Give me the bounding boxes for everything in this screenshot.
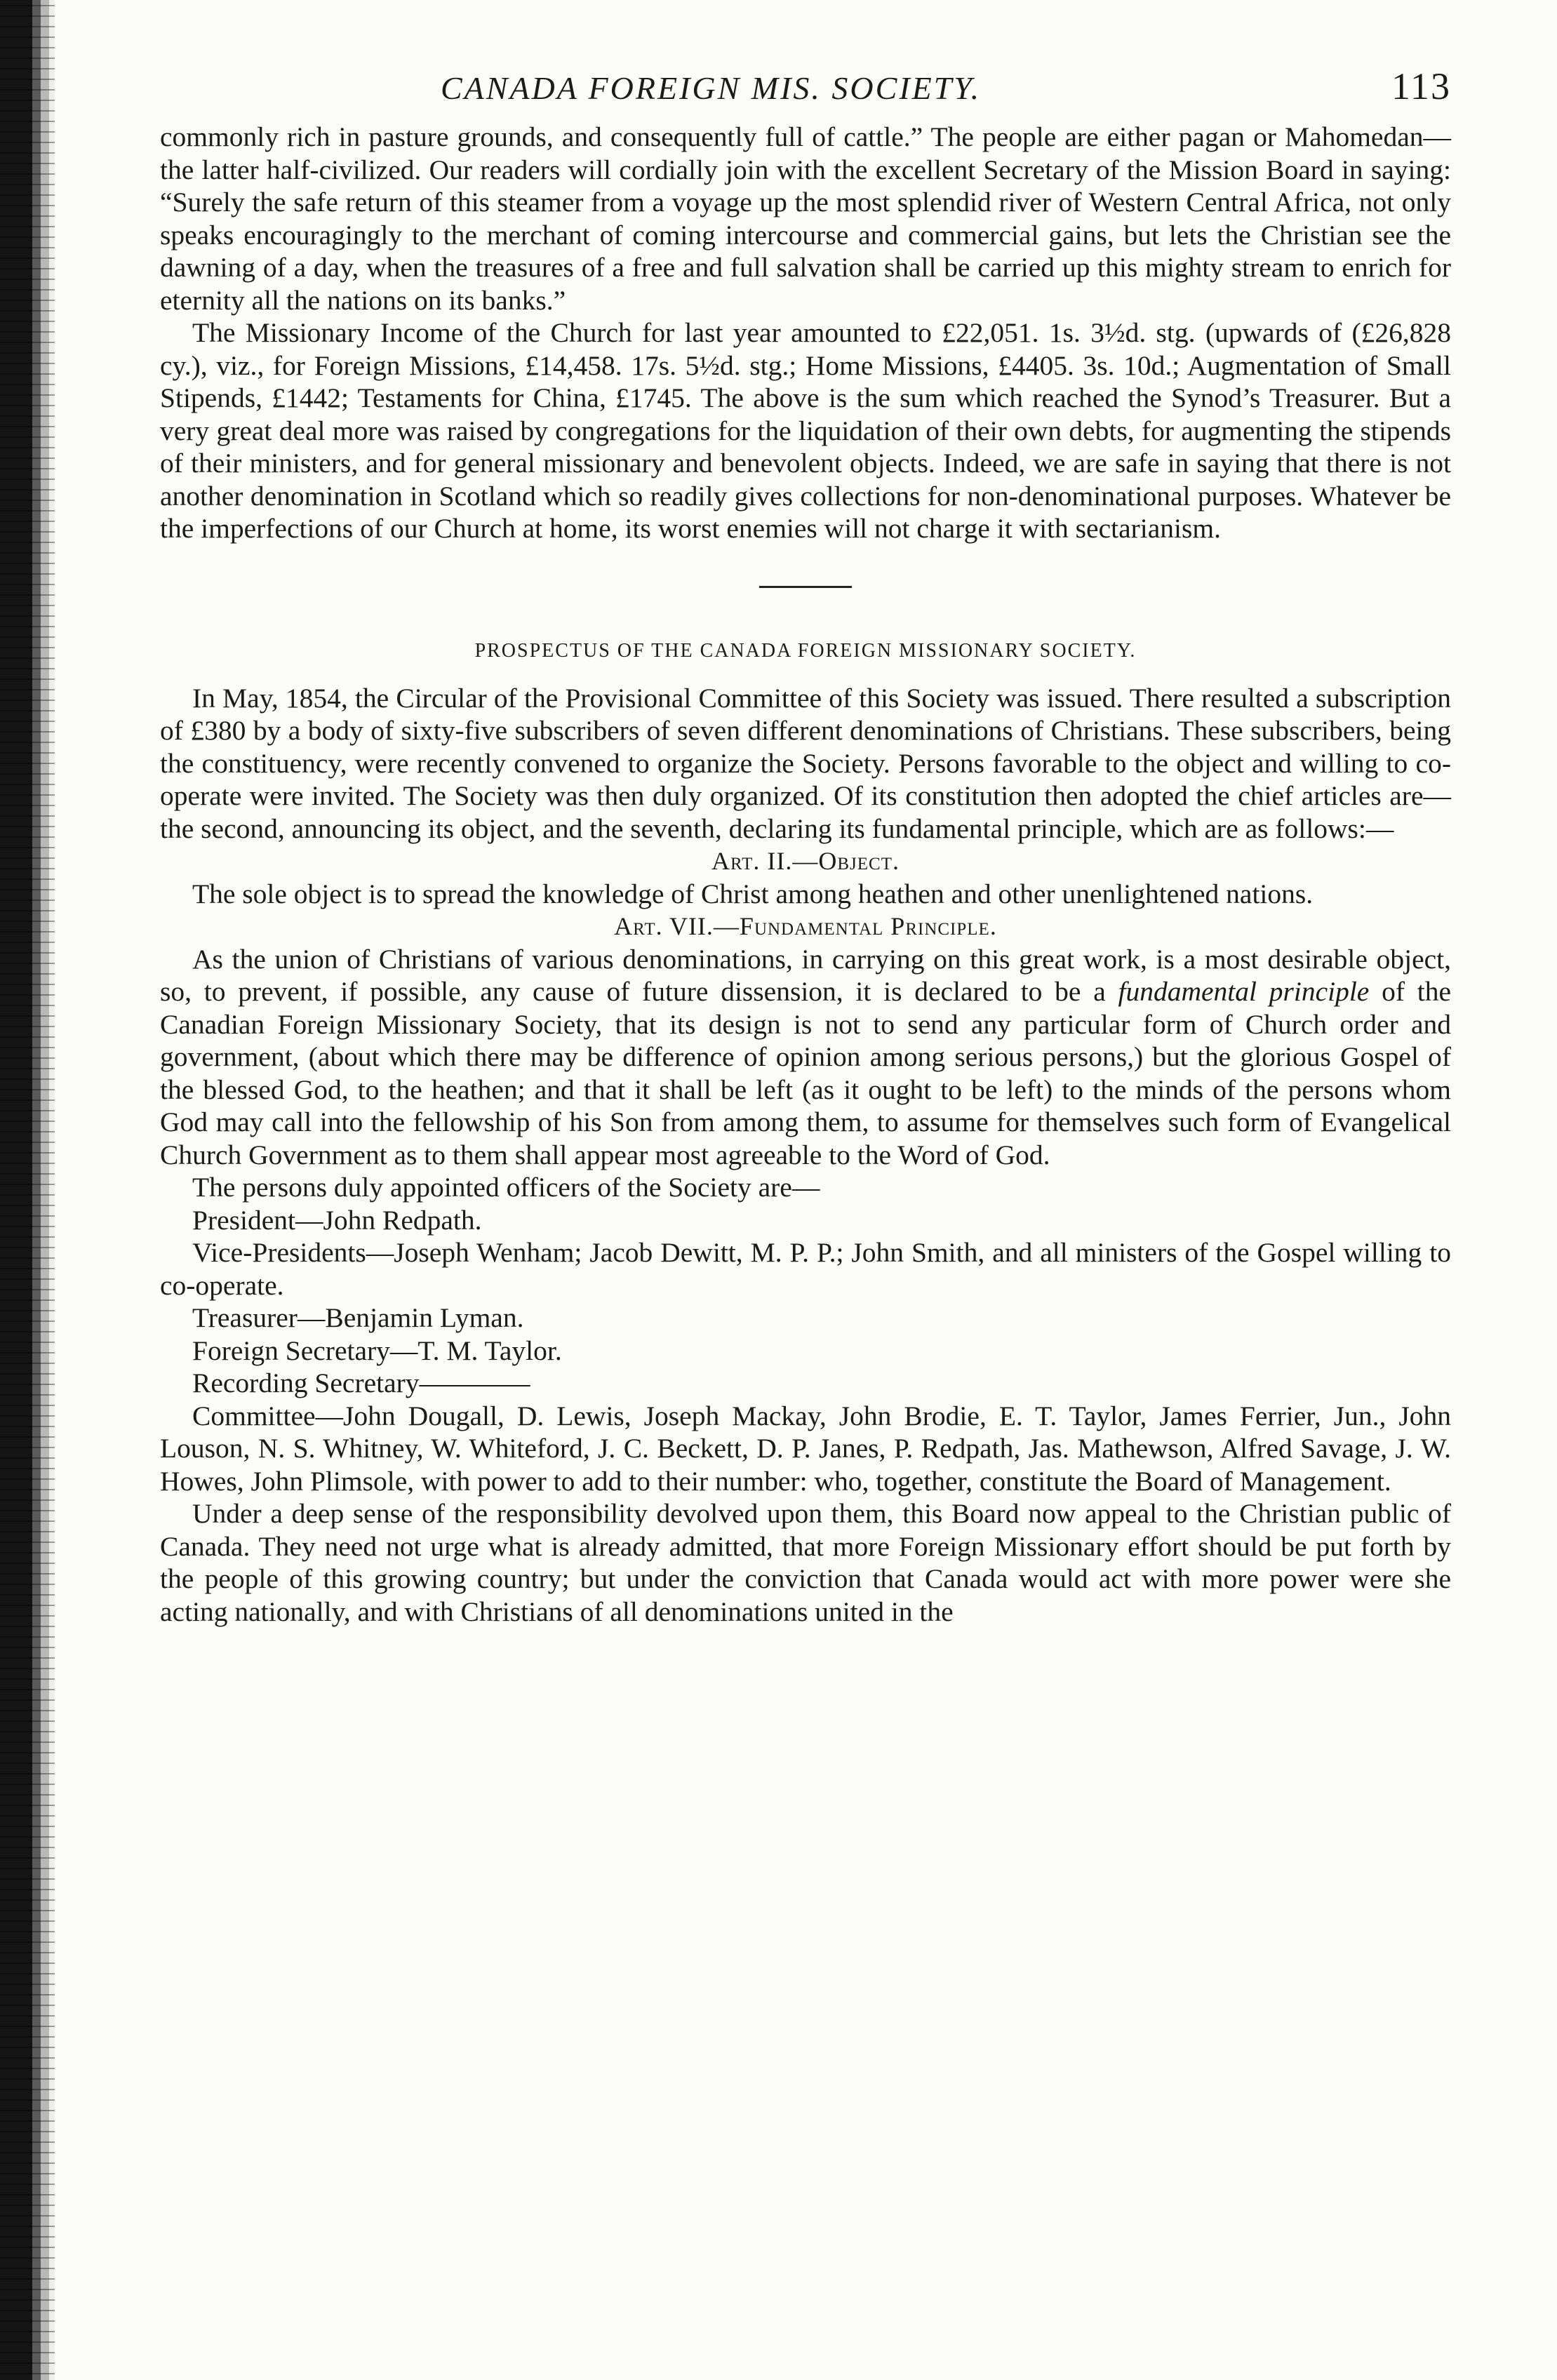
committee-list: Committee—John Dougall, D. Lewis, Joseph Mackay, John Brodie, E. T. Taylor, James Ferrier, Jun., John Louson, N. S. Whitney, W. Whiteford, J. C. Beckett, D. P. Janes, P. Redpath, Jas. Mathewson, Alfred Savage, J. W. Howes, John Plimsole, with power to add to their number: who, together, constitute the Board of Management. — [160, 1400, 1451, 1497]
document-page — [160, 65, 1451, 1628]
article-2-heading: Art. II.—Object. — [711, 847, 900, 875]
closing-paragraph: Under a deep sense of the responsibility devolved upon them, this Board now appeal to the Christian public of Canada. They need not urge what is already admitted, that more Foreign Missionary effort should be put forth by the people of this growing country; but under the conviction that Canada would act with more power were she acting nationally, and with Christians of all denominations united in the — [160, 1498, 1451, 1627]
intro-paragraph-1: commonly rich in pasture grounds, and consequently full of cattle.” The people are either pagan or Mahomedan—the latter half-civilized. Our readers will cordially join with the excellent Secretary of the Mission Board in saying: “Surely the safe return of this steamer from a voyage up the most splendid river of Western Central Africa, not only speaks encouragingly to the merchant of coming intercourse and commercial gains, but lets the Christian see the dawning of a day, when the treasures of a free and full salvation shall be carried up this mighty stream to enrich for eternity all the nations on its banks.” — [160, 121, 1451, 316]
officers-intro: The persons duly appointed officers of the Society are— — [192, 1172, 820, 1203]
article-2-text: The sole object is to spread the knowledge of Christ among heathen and other unenlightened nations. — [192, 878, 1314, 909]
officer-president: President—John Redpath. — [192, 1204, 482, 1236]
running-title: CANADA FOREIGN MIS. SOCIETY. — [441, 70, 982, 106]
page-binding-edge — [0, 0, 55, 2380]
prospectus-title: PROSPECTUS OF THE CANADA FOREIGN MISSIONARY SOCIETY. — [474, 639, 1137, 662]
article-7-text — [160, 943, 1451, 1172]
officer-treasurer: Treasurer—Benjamin Lyman. — [192, 1302, 524, 1333]
officer-foreign-secretary: Foreign Secretary—T. M. Taylor. — [192, 1335, 562, 1366]
prospectus-opening: In May, 1854, the Circular of the Provisional Committee of this Society was issued. There resulted a subscription of £380 by a body of sixty-five subscribers of seven different denominations of Christians. These subscribers, being the constituency, were recently convened to organize the Society. Persons favorable to the object and willing to co-operate were invited. The Society was then duly organized. Of its constitution then adopted the chief articles are—the second, announcing its object, and the seventh, declaring its fundamental principle, which are as follows:— — [160, 682, 1451, 844]
officer-vice-presidents: Vice-Presidents—Joseph Wenham; Jacob Dewitt, M. P. P.; John Smith, and all ministers of the Gospel willing to co-operate. — [160, 1237, 1451, 1301]
article-7-heading: Art. VII.—Fundamental Principle. — [614, 912, 997, 940]
intro-paragraph-2: The Missionary Income of the Church for last year amounted to £22,051. 1s. 3½d. stg. (upwards of (£26,828 cy.), viz., for Foreign Missions, £14,458. 17s. 5½d. stg.; Home Missions, £4405. 3s. 10d.; Augmentation of Small Stipends, £1442; Testaments for China, £1745. The above is the sum which reached the Synod’s Treasurer. But a very great deal more was raised by congregations for the liquidation of their own debts, for augmenting the stipends of their ministers, and for general missionary and benevolent objects. Indeed, we are safe in saying that there is not another denomination in Scotland which so readily gives collections for non-denominational purposes. Whatever be the imperfections of our Church at home, its worst enemies will not charge it with sectarianism. — [160, 317, 1451, 544]
section-divider — [759, 586, 852, 588]
article-7-text-start: As the union of Christians of various denominations, in carrying on this great work, is a most desirable object, so, to prevent, if possible, any cause of future dissension, it is declared to be a — [160, 943, 1451, 1007]
officer-recording-secretary: Recording Secretary———— — [192, 1368, 530, 1398]
article-7-text-rest: of the Canadian Foreign Missionary Society, that its design is not to send any particular form of Church order and government, (about which there may be difference of opinion among serious persons,) but the glorious Gospel of the blessed God, to the heathen; and that it shall be left (as it ought to be left) to the minds of the persons whom God may call into the fellowship of his Son from among them, to assume for themselves such form of Evangelical Church Government as to them shall appear most agreeable to the Word of God. — [160, 976, 1451, 1170]
page-number: 113 — [1391, 65, 1451, 107]
running-header — [441, 65, 1451, 121]
article-7-emphasis: fundamental principle — [1118, 976, 1370, 1007]
